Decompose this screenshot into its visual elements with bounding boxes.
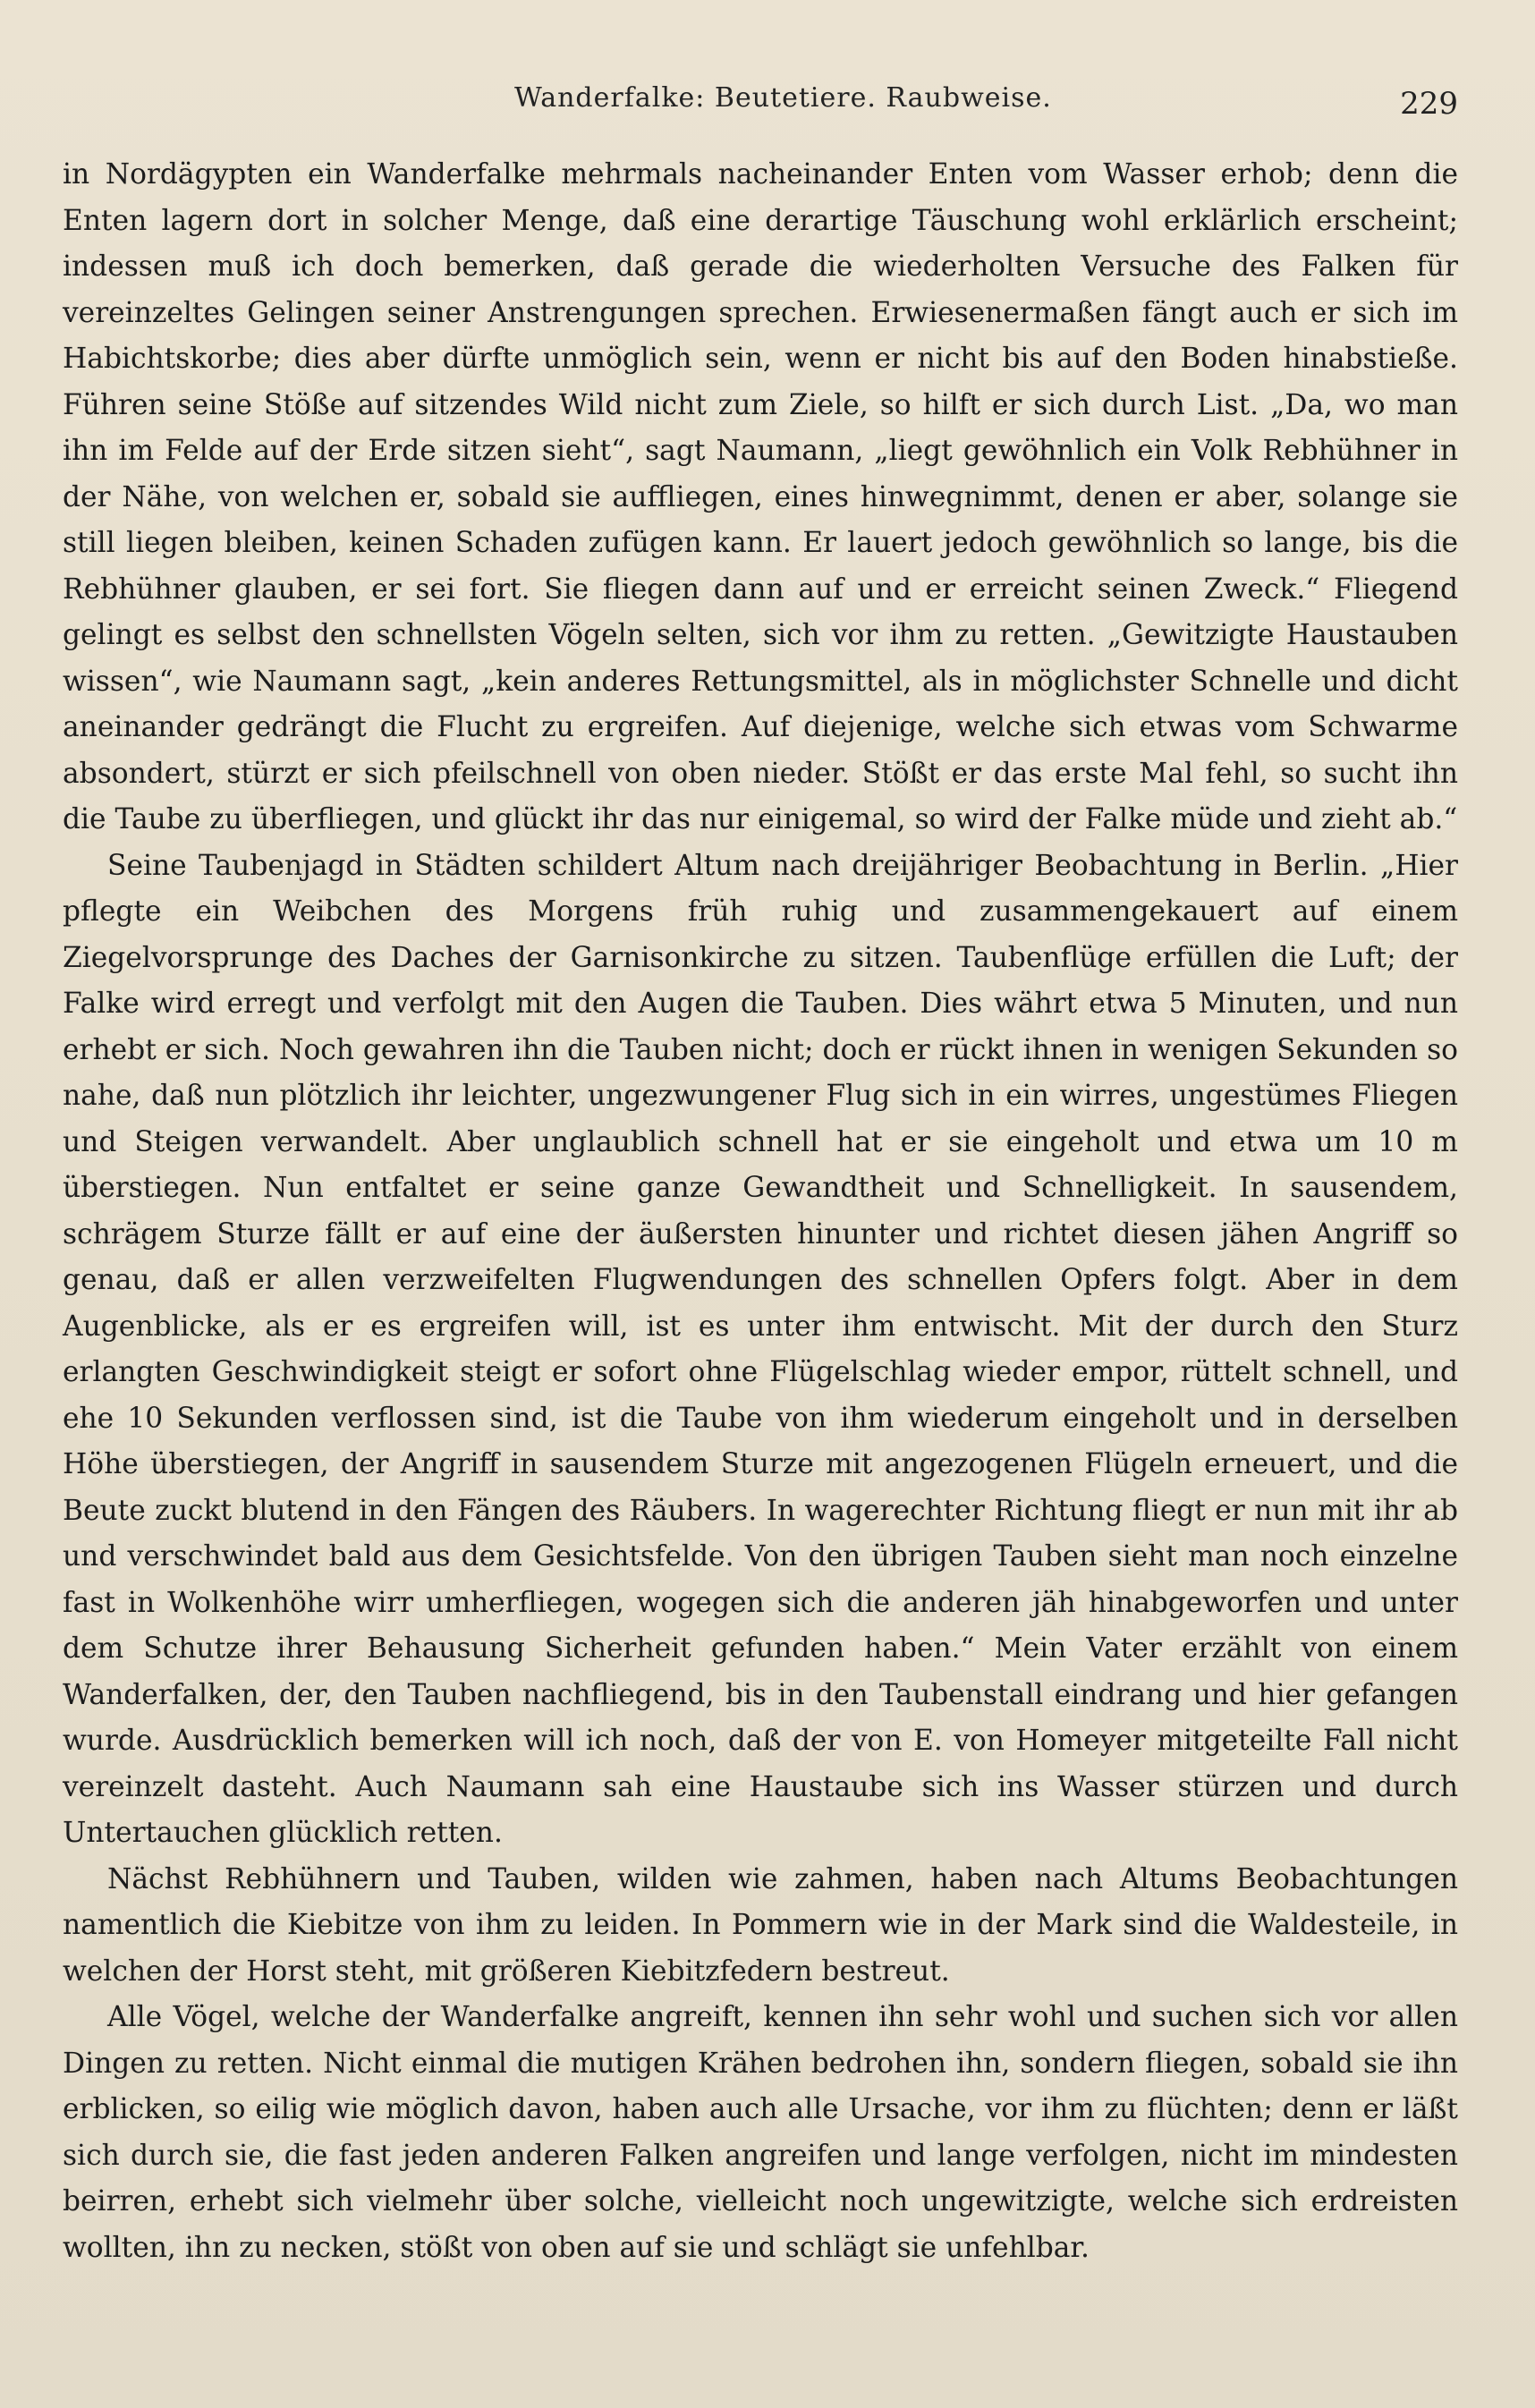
page-number: 229	[1400, 86, 1458, 122]
paragraph-voegel: Alle Vögel, welche der Wanderfalke angreift, kennen ihn sehr wohl und suchen sich vor allen Dingen zu retten. Nicht einmal die mutigen Krähen bedrohen ihn, sondern fliegen, sobald sie ihn erblicken, so eilig wie möglich davon, haben auch alle Ursache, vor ihm zu flüchten; denn er läßt sich durch sie, die fast jeden anderen Falken angreifen und lange verfolgen, nicht im mindesten beirren, erhebt sich vielmehr über solche, vielleicht noch ungewitzigte, welche sich erdreisten wollten, ihn zu necken, stößt von oben auf sie und schlägt sie unfehlbar.	[63, 2001, 1458, 2264]
running-head	[0, 82, 1535, 127]
paragraph-continuation: in Nordägypten ein Wanderfalke mehrmals nacheinander Enten vom Wasser erhob; denn die Enten lagern dort in solcher Menge, daß eine derartige Täuschung wohl erklärlich erscheint; indessen muß ich doch bemerken, daß gerade die wiederholten Versuche des Falken für vereinzeltes Gelingen seiner Anstrengungen sprechen. Erwiesenermaßen fängt auch er sich im Habichtskorbe; dies aber dürfte unmöglich sein, wenn er nicht bis auf den Boden hinabstieße. Führen seine Stöße auf sitzendes Wild nicht zum Ziele, so hilft er sich durch List. „Da, wo man ihn im Felde auf der Erde sitzen sieht“, sagt Naumann, „liegt gewöhnlich ein Volk Rebhühner in der Nähe, von welchen er, sobald sie auffliegen, eines hinwegnimmt, denen er aber, solange sie still liegen bleiben, keinen Schaden zufügen kann. Er lauert jedoch gewöhnlich so lange, bis die Rebhühner glauben, er sei fort. Sie fliegen dann auf und er erreicht seinen Zweck.“ Fliegend gelingt es selbst den schnellsten Vögeln selten, sich vor ihm zu retten. „Gewitzigte Haustauben wissen“, wie Naumann sagt, „kein anderes Rettungsmittel, als in möglichster Schnelle und dicht aneinander gedrängt die Flucht zu ergreifen. Auf diejenige, welche sich etwas vom Schwarme absondert, stürzt er sich pfeilschnell von oben nieder. Stößt er das erste Mal fehl, so sucht ihn die Taube zu überfliegen, und glückt ihr das nur einigemal, so wird der Falke müde und zieht ab.“	[63, 158, 1458, 835]
body-text	[63, 152, 1458, 2271]
paragraph-taubenjagd: Seine Taubenjagd in Städten schildert Altum nach dreijähriger Beobachtung in Berlin. „Hier pflegte ein Weibchen des Morgens früh ruhig und zusammengekauert auf einem Ziegelvorsprunge des Daches der Garnisonkirche zu sitzen. Taubenflüge erfüllen die Luft; der Falke wird erregt und verfolgt mit den Augen die Tauben. Dies währt etwa 5 Minuten, und nun erhebt er sich. Noch gewahren ihn die Tauben nicht; doch er rückt ihnen in wenigen Sekunden so nahe, daß nun plötzlich ihr leichter, ungezwungener Flug sich in ein wirres, ungestümes Fliegen und Steigen verwandelt. Aber unglaublich schnell hat er sie eingeholt und etwa um 10 m überstiegen. Nun entfaltet er seine ganze Gewandtheit und Schnelligkeit. In sausendem, schrägem Sturze fällt er auf eine der äußersten hinunter und richtet diesen jähen Angriff so genau, daß er allen verzweifelten Flugwendungen des schnellen Opfers folgt. Aber in dem Augenblicke, als er es ergreifen will, ist es unter ihm entwischt. Mit der durch den Sturz erlangten Geschwindigkeit steigt er sofort ohne Flügelschlag wieder empor, rüttelt schnell, und ehe 10 Sekunden verflossen sind, ist die Taube von ihm wiederum eingeholt und in derselben Höhe überstiegen, der Angriff in sausendem Sturze mit angezogenen Flügeln erneuert, und die Beute zuckt blutend in den Fängen des Räubers. In wagerechter Richtung fliegt er nun mit ihr ab und verschwindet bald aus dem Gesichtsfelde. Von den übrigen Tauben sieht man noch einzelne fast in Wolkenhöhe wirr umherfliegen, wogegen sich die anderen jäh hinabgeworfen und unter dem Schutze ihrer Behausung Sicherheit gefunden haben.“ Mein Vater erzählt von einem Wanderfalken, der, den Tauben nachfliegend, bis in den Taubenstall eindrang und hier gefangen wurde. Ausdrücklich bemerken will ich noch, daß der von E. von Homeyer mitgeteilte Fall nicht vereinzelt dasteht. Auch Naumann sah eine Haustaube sich ins Wasser stürzen und durch Untertauchen glücklich retten.	[63, 849, 1458, 1849]
paragraph-kiebitze: Nächst Rebhühnern und Tauben, wilden wie zahmen, haben nach Altums Beobachtungen namentlich die Kiebitze von ihm zu leiden. In Pommern wie in der Mark sind die Waldesteile, in welchen der Horst steht, mit größeren Kiebitzfedern bestreut.	[63, 1862, 1458, 1988]
running-title: Wanderfalke: Beutetiere. Raubweise.	[514, 82, 1052, 114]
